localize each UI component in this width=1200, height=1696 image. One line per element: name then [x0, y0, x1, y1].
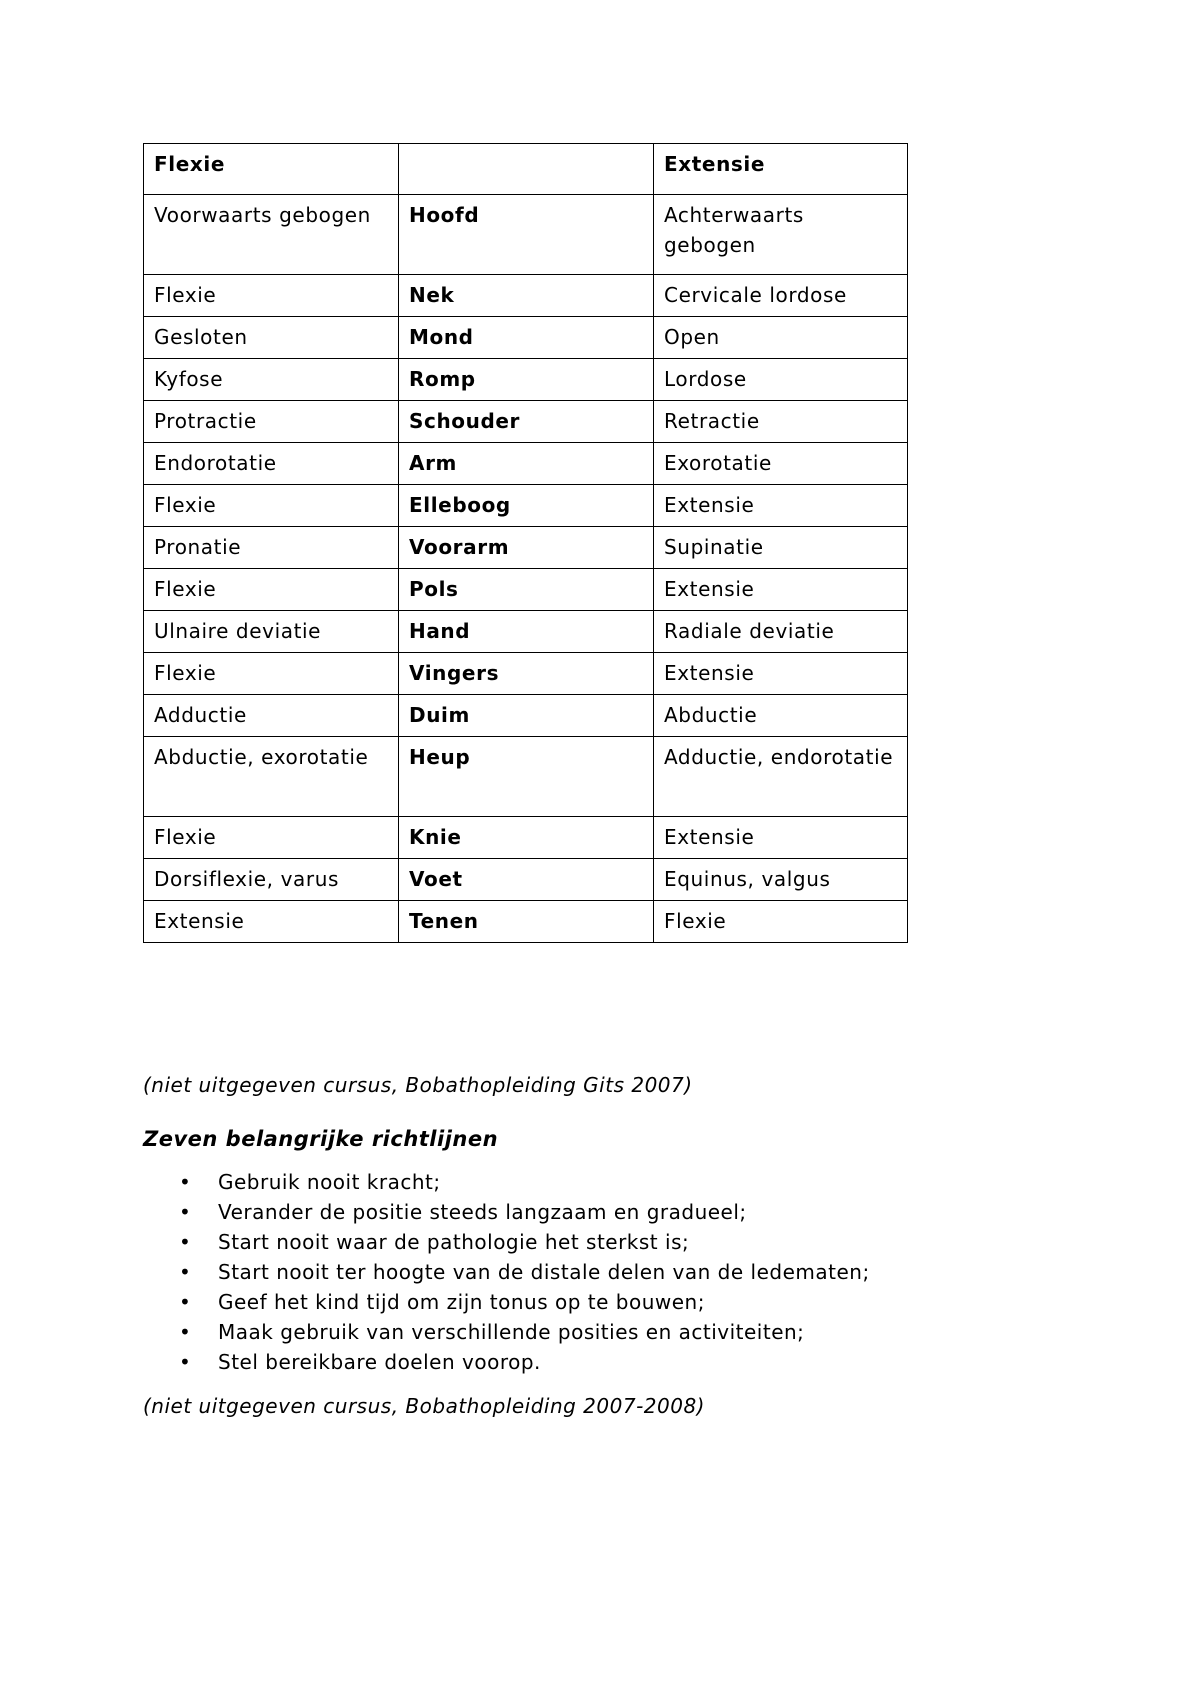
list-item	[143, 1197, 870, 1227]
body-part-cell: Vingers	[399, 653, 654, 695]
guidelines-citation: (niet uitgegeven cursus, Bobathopleiding 2007-2008)	[143, 1394, 705, 1418]
extension-cell: Open	[654, 317, 908, 359]
flexion-cell: Flexie	[144, 485, 399, 527]
extension-cell: Supinatie	[654, 527, 908, 569]
flexion-cell: Abductie, exorotatie	[144, 737, 399, 817]
body-part-cell: Knie	[399, 817, 654, 859]
flexion-cell: Protractie	[144, 401, 399, 443]
flexion-cell: Kyfose	[144, 359, 399, 401]
body-part-cell: Nek	[399, 275, 654, 317]
guideline-text: Start nooit waar de pathologie het sterkst is;	[218, 1230, 690, 1254]
guideline-text: Geef het kind tijd om zijn tonus op te bouwen;	[218, 1290, 705, 1314]
section-heading: Zeven belangrijke richtlijnen	[143, 1127, 499, 1151]
list-item	[143, 1167, 870, 1197]
guideline-text: Maak gebruik van verschillende posities en activiteiten;	[218, 1320, 805, 1344]
table-row	[144, 401, 908, 443]
list-item	[143, 1227, 870, 1257]
table-header-row	[144, 144, 908, 195]
table-citation: (niet uitgegeven cursus, Bobathopleiding Gits 2007)	[143, 1073, 693, 1097]
table-row	[144, 695, 908, 737]
header-body-part	[399, 144, 654, 195]
flexion-cell: Flexie	[144, 569, 399, 611]
extension-cell: Exorotatie	[654, 443, 908, 485]
list-item	[143, 1317, 870, 1347]
guideline-text: Start nooit ter hoogte van de distale delen van de ledematen;	[218, 1260, 870, 1284]
table-row	[144, 359, 908, 401]
table-row	[144, 653, 908, 695]
flexion-extension-table	[143, 143, 908, 943]
guideline-text: Verander de positie steeds langzaam en gradueel;	[218, 1200, 747, 1224]
flexion-cell: Pronatie	[144, 527, 399, 569]
extension-cell: Retractie	[654, 401, 908, 443]
bullet-icon: •	[179, 1170, 192, 1194]
bullet-icon: •	[179, 1230, 192, 1254]
bullet-icon: •	[179, 1350, 192, 1374]
list-item	[143, 1287, 870, 1317]
guidelines-list	[143, 1167, 870, 1377]
flexion-cell: Flexie	[144, 653, 399, 695]
flexion-cell: Endorotatie	[144, 443, 399, 485]
list-item	[143, 1257, 870, 1287]
body-part-cell: Voorarm	[399, 527, 654, 569]
table-row	[144, 611, 908, 653]
body-part-cell: Duim	[399, 695, 654, 737]
extension-cell: Adductie, endorotatie	[654, 737, 908, 817]
guideline-text: Gebruik nooit kracht;	[218, 1170, 441, 1194]
body-part-cell: Mond	[399, 317, 654, 359]
extension-cell: Extensie	[654, 817, 908, 859]
extension-cell: Extensie	[654, 569, 908, 611]
table-row	[144, 275, 908, 317]
body-part-cell: Hoofd	[399, 195, 654, 275]
body-part-cell: Tenen	[399, 901, 654, 943]
table-row	[144, 527, 908, 569]
table-row	[144, 817, 908, 859]
extension-cell: Achterwaarts gebogen	[654, 195, 908, 275]
table-row	[144, 195, 908, 275]
flexion-cell: Gesloten	[144, 317, 399, 359]
body-part-cell: Romp	[399, 359, 654, 401]
body-part-cell: Voet	[399, 859, 654, 901]
table-row	[144, 737, 908, 817]
extension-cell: Cervicale lordose	[654, 275, 908, 317]
bullet-icon: •	[179, 1290, 192, 1314]
header-flexie: Flexie	[144, 144, 399, 195]
table-row	[144, 859, 908, 901]
extension-cell: Equinus, valgus	[654, 859, 908, 901]
body-part-cell: Arm	[399, 443, 654, 485]
flexion-cell: Flexie	[144, 275, 399, 317]
body-part-cell: Hand	[399, 611, 654, 653]
bullet-icon: •	[179, 1320, 192, 1344]
flexion-cell: Ulnaire deviatie	[144, 611, 399, 653]
bullet-icon: •	[179, 1260, 192, 1284]
list-item	[143, 1347, 870, 1377]
body-part-cell: Heup	[399, 737, 654, 817]
table-row	[144, 443, 908, 485]
flexion-cell: Adductie	[144, 695, 399, 737]
extension-cell: Extensie	[654, 485, 908, 527]
table-row	[144, 901, 908, 943]
table-row	[144, 485, 908, 527]
flexion-cell: Extensie	[144, 901, 399, 943]
extension-cell: Flexie	[654, 901, 908, 943]
extension-cell: Lordose	[654, 359, 908, 401]
flexion-cell: Voorwaarts gebogen	[144, 195, 399, 275]
bullet-icon: •	[179, 1200, 192, 1224]
body-part-cell: Pols	[399, 569, 654, 611]
flexion-cell: Flexie	[144, 817, 399, 859]
extension-cell: Extensie	[654, 653, 908, 695]
header-extensie: Extensie	[654, 144, 908, 195]
body-part-cell: Elleboog	[399, 485, 654, 527]
extension-cell: Abductie	[654, 695, 908, 737]
flexion-cell: Dorsiflexie, varus	[144, 859, 399, 901]
guideline-text: Stel bereikbare doelen voorop.	[218, 1350, 541, 1374]
table-row	[144, 569, 908, 611]
table-row	[144, 317, 908, 359]
body-part-cell: Schouder	[399, 401, 654, 443]
extension-cell: Radiale deviatie	[654, 611, 908, 653]
